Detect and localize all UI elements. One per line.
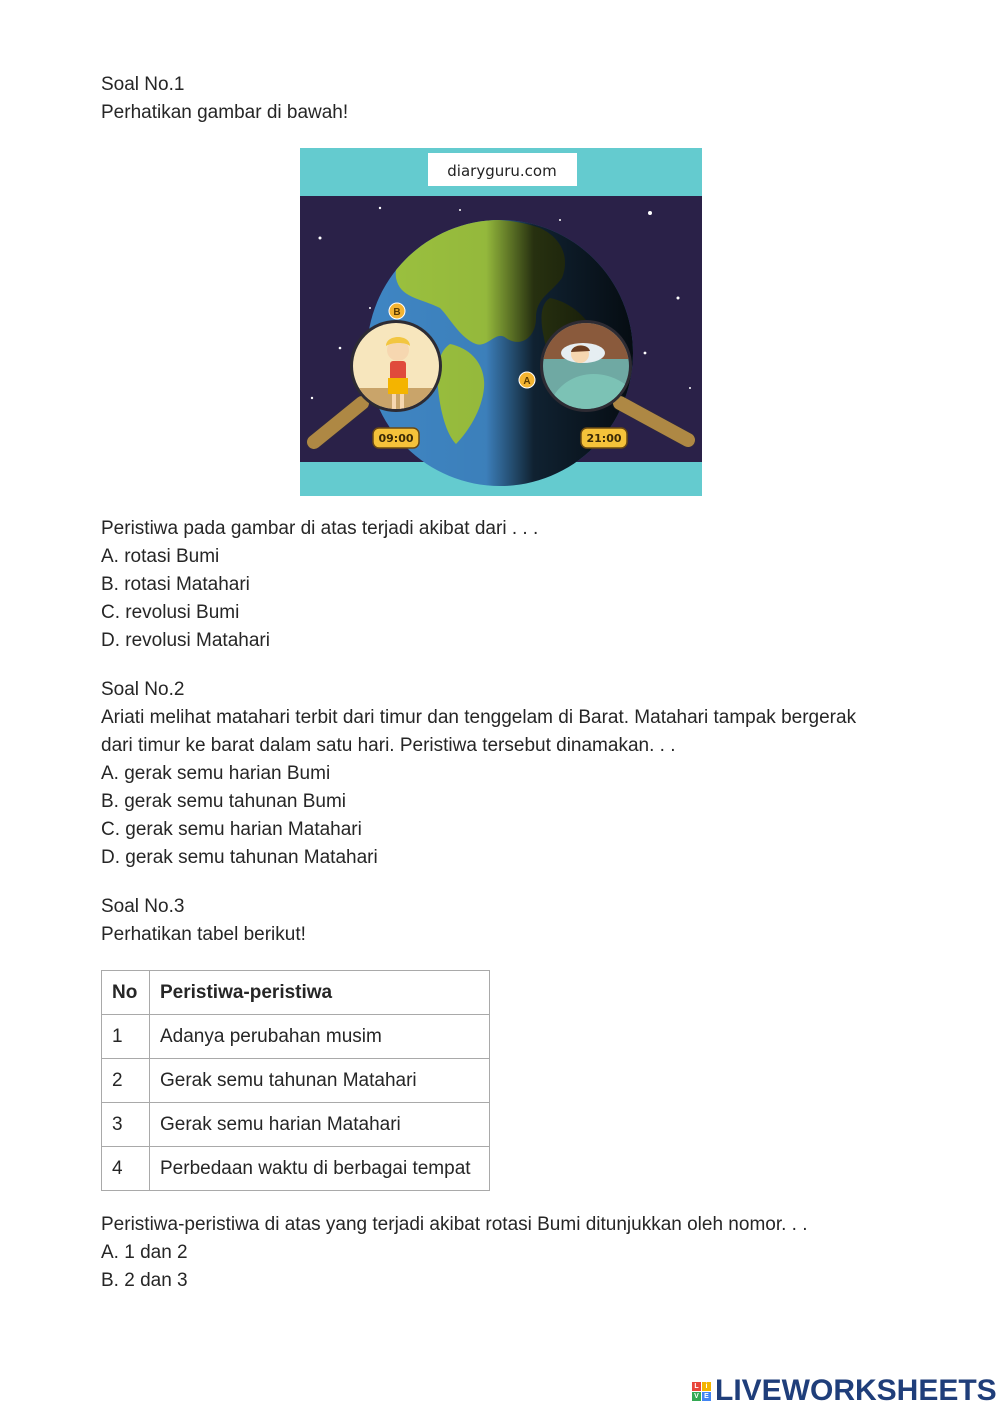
events-table [101, 970, 490, 1191]
q2-option-b: B. gerak semu tahunan Bumi [101, 791, 347, 812]
q1-question: Peristiwa pada gambar di atas terjadi akibat dari . . . [101, 518, 539, 539]
q3-option-b: B. 2 dan 3 [101, 1270, 188, 1291]
q1-option-d: D. revolusi Matahari [101, 630, 270, 651]
earth-rotation-illustration [300, 148, 702, 496]
marker-a-label: A [523, 376, 531, 387]
table-cell-no: 3 [102, 1103, 150, 1147]
table-cell-no: 2 [102, 1059, 150, 1103]
logo-tile: V [692, 1392, 701, 1401]
q1-instruction: Perhatikan gambar di bawah! [101, 102, 349, 123]
brand-name: LIVEWORKSHEETS [715, 1374, 997, 1407]
liveworksheets-brand [692, 1374, 997, 1408]
q3-option-a: A. 1 dan 2 [101, 1242, 188, 1263]
table-header-no: No [102, 971, 150, 1015]
q1-option-b: B. rotasi Matahari [101, 574, 250, 595]
q3-instruction: Perhatikan tabel berikut! [101, 924, 306, 945]
logo-tile: L [692, 1382, 701, 1391]
table-cell-no: 1 [102, 1015, 150, 1059]
table-header-events: Peristiwa-peristiwa [150, 971, 490, 1015]
q2-option-c: C. gerak semu harian Matahari [101, 819, 362, 840]
q1-option-a: A. rotasi Bumi [101, 546, 220, 567]
table-cell-event: Adanya perubahan musim [150, 1015, 490, 1059]
q1-title: Soal No.1 [101, 74, 185, 95]
watermark-text: diaryguru.com [447, 162, 557, 180]
table-row [102, 1147, 490, 1191]
marker-b-label: B [393, 307, 401, 318]
q1-option-c: C. revolusi Bumi [101, 602, 240, 623]
liveworksheets-logo-icon [692, 1382, 711, 1401]
table-row [102, 1059, 490, 1103]
table-cell-event: Gerak semu tahunan Matahari [150, 1059, 490, 1103]
q3-question: Peristiwa-peristiwa di atas yang terjadi akibat rotasi Bumi ditunjukkan oleh nomor. . . [101, 1214, 808, 1235]
q2-title: Soal No.2 [101, 679, 185, 700]
q2-question-line2: dari timur ke barat dalam satu hari. Peristiwa tersebut dinamakan. . . [101, 735, 676, 756]
q2-question-line1: Ariati melihat matahari terbit dari timur dan tenggelam di Barat. Matahari tampak bergerak [101, 707, 857, 728]
q2-option-d: D. gerak semu tahunan Matahari [101, 847, 378, 868]
time-right-label: 21:00 [586, 432, 622, 445]
table-row [102, 1103, 490, 1147]
table-cell-no: 4 [102, 1147, 150, 1191]
table-cell-event: Perbedaan waktu di berbagai tempat [150, 1147, 490, 1191]
q3-title: Soal No.3 [101, 896, 185, 917]
table-cell-event: Gerak semu harian Matahari [150, 1103, 490, 1147]
q2-option-a: A. gerak semu harian Bumi [101, 763, 331, 784]
logo-tile: E [702, 1392, 711, 1401]
logo-tile: i [702, 1382, 711, 1391]
time-left-label: 09:00 [378, 432, 414, 445]
table-header-row [102, 971, 490, 1015]
table-row [102, 1015, 490, 1059]
